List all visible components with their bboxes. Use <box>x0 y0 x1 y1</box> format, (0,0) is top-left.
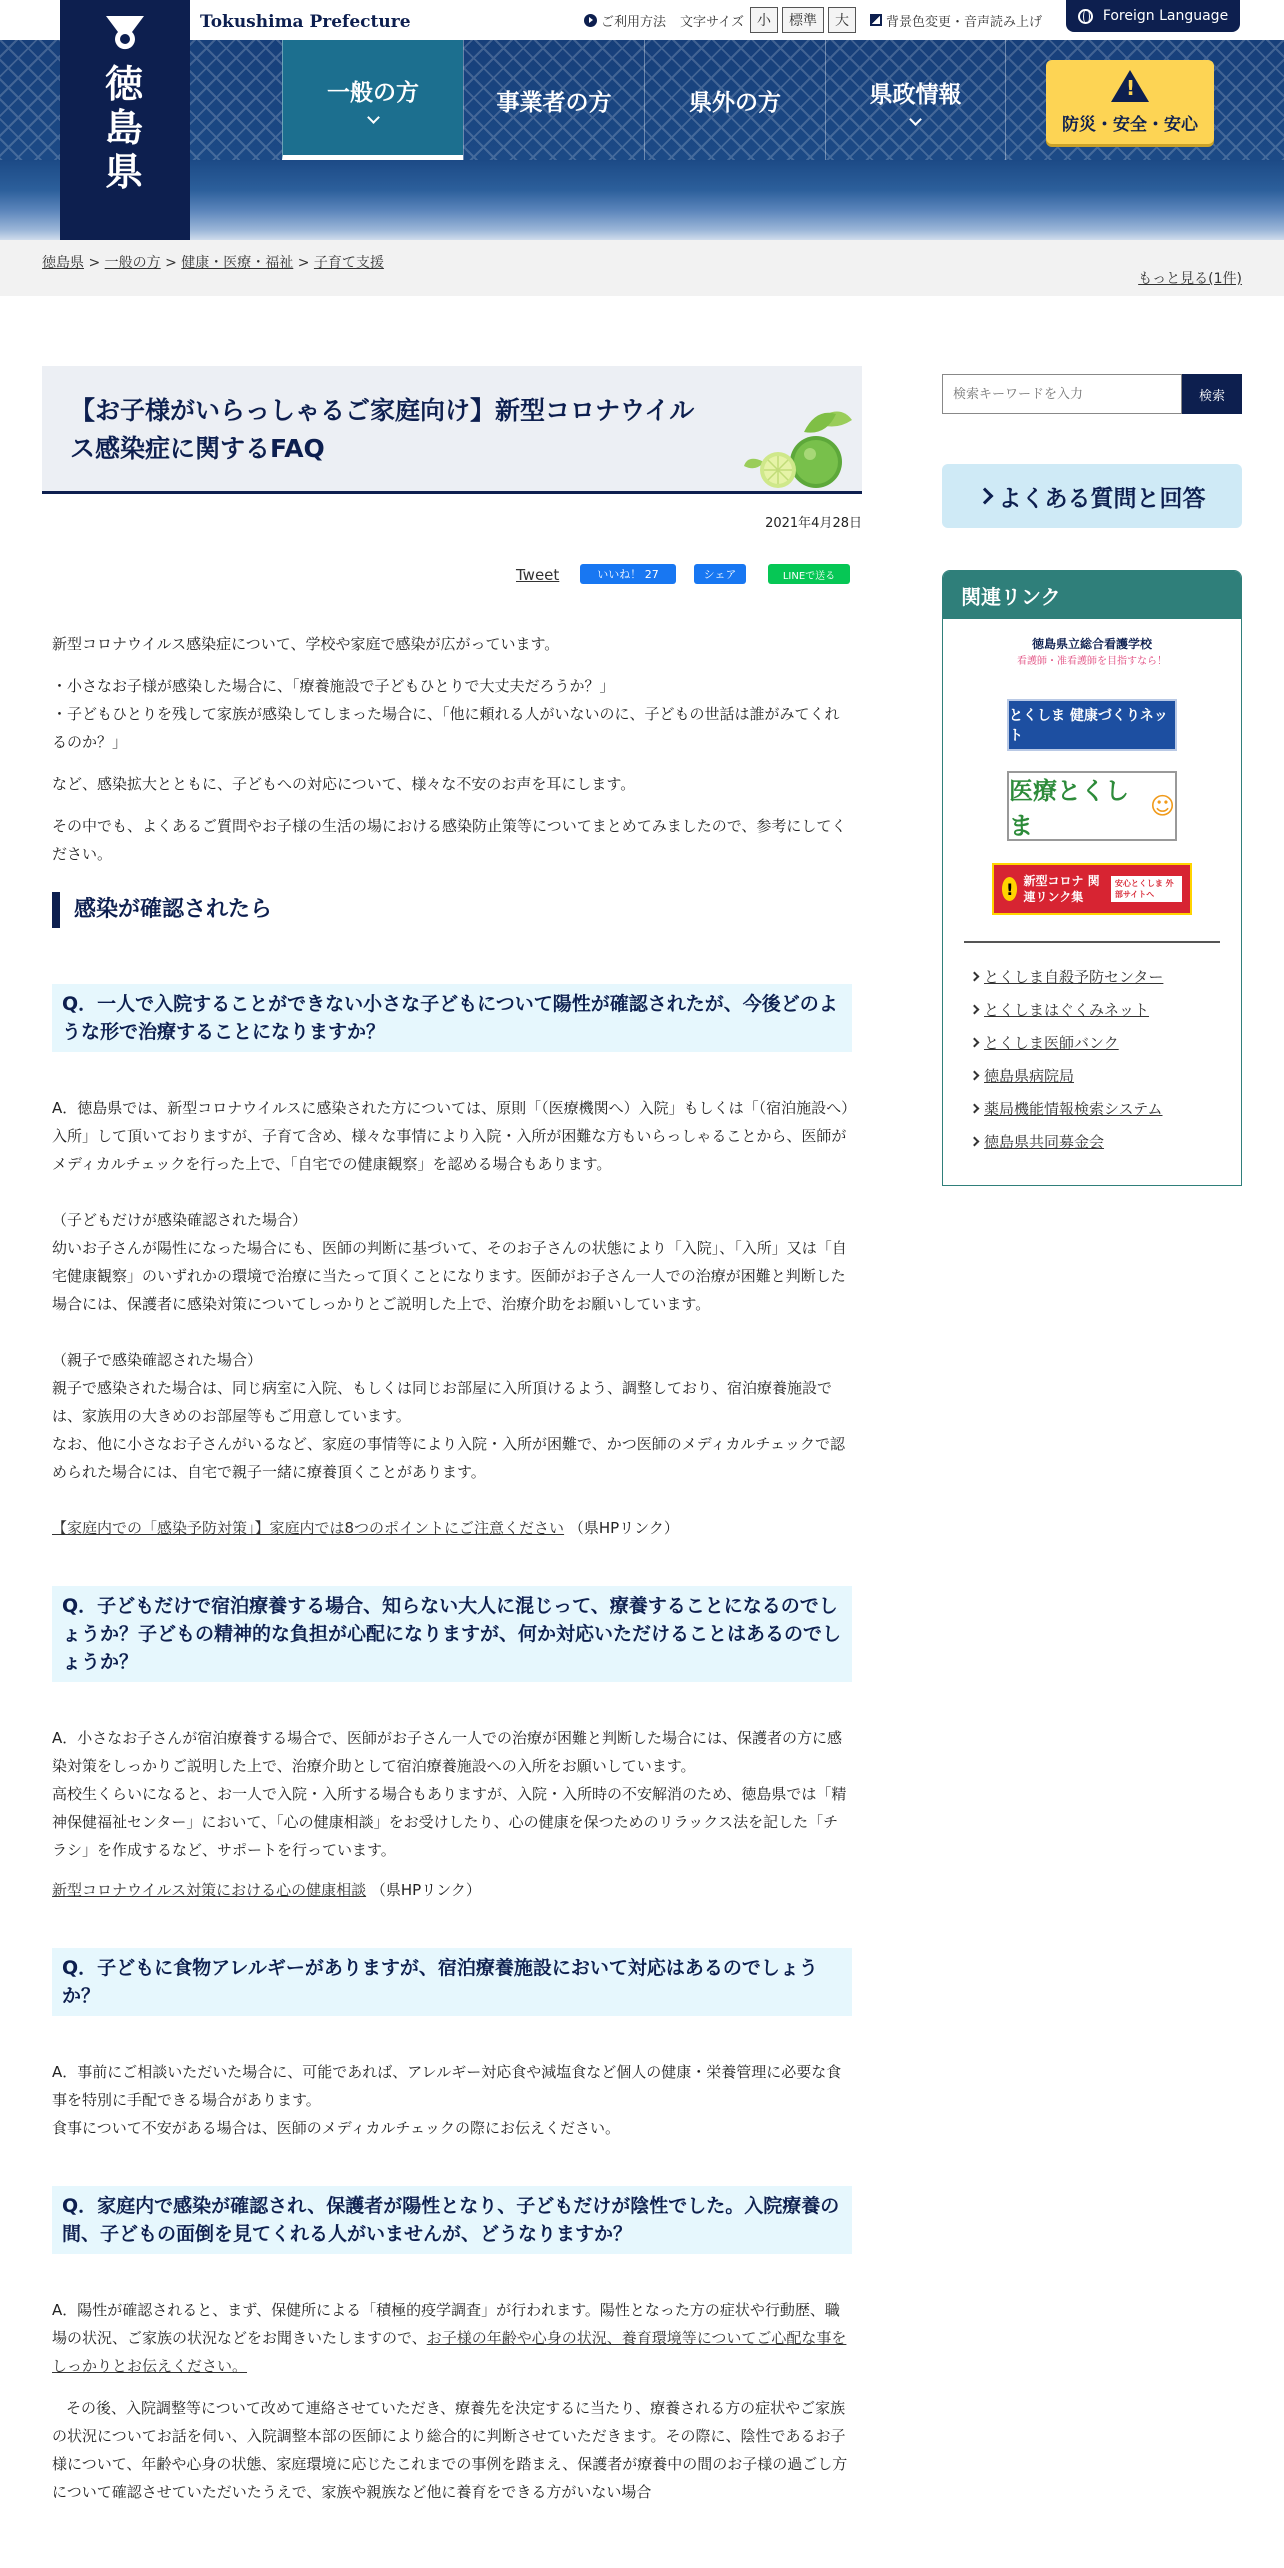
header-band <box>0 40 1284 240</box>
covid-links-banner[interactable] <box>992 863 1192 915</box>
intro-paragraph: 新型コロナウイルス感染症について、学校や家庭で感染が広がっています。 <box>52 635 560 653</box>
search-input[interactable] <box>942 374 1182 414</box>
banner-text: 医療とくしま <box>1009 777 1129 840</box>
warning-icon: ! <box>1002 877 1017 901</box>
nursing-school-banner[interactable] <box>1002 635 1182 675</box>
answer-text <box>52 2296 852 2380</box>
facebook-like-label: いいね！ 27 <box>597 568 659 581</box>
answer-text: A．小さなお子さんが宿泊療養する場合で、医師がお子さん一人での治療が困難と判断した場合には、保護者の方に感染対策をしっかりご説明した上で、治療介助として宿泊療養施設への入所をお願いしています。 <box>52 1729 842 1775</box>
related-link-list <box>943 961 1241 1159</box>
breadcrumb-area <box>0 240 1284 296</box>
facebook-share-label: シェア <box>703 568 737 581</box>
nav-business[interactable] <box>463 40 644 160</box>
external-link-row <box>52 1514 852 1542</box>
howto-link[interactable] <box>584 11 666 30</box>
breadcrumb-separator: > <box>297 255 310 271</box>
nav-government[interactable] <box>825 40 1006 160</box>
answer-text: A．徳島県では、新型コロナウイルスに感染された方については、原則「（医療機関へ）入院」もしくは「（宿泊施設へ）入所」して頂いておりますが、子育て含め、様々な事情により入院・入所が困難な方もいらっしゃることから、医師がメディカルチェックを行った上で、「自宅での健康観察」を認める場合もあります。 <box>52 1099 849 1173</box>
related-link-label: 薬局機能情報検索システム <box>984 1100 1163 1118</box>
section-heading: 感染が確認されたら <box>52 892 852 928</box>
faq-answer <box>52 2058 852 2142</box>
banner-subtitle: 看護師・准看護師を目指すなら！ <box>1017 656 1167 667</box>
sidebar <box>942 374 1242 1186</box>
contrast-icon <box>870 14 882 26</box>
chevron-right-icon <box>970 1137 980 1147</box>
related-link[interactable] <box>971 1093 1241 1126</box>
faq-answer <box>52 1094 852 1542</box>
intro-bullet: ・小さなお子様が感染した場合に、「療養施設で子どもひとりで大丈夫だろうか？」 <box>52 677 615 695</box>
chevron-right-icon <box>970 1005 980 1015</box>
font-large-button[interactable]: 大 <box>828 7 856 33</box>
tweet-link[interactable]: Tweet <box>516 566 560 584</box>
page-title: 【お子様がいらっしゃるご家庭向け】新型コロナウイルス感染症に関するFAQ <box>70 396 695 463</box>
search-form <box>942 374 1242 414</box>
iryo-tokushima-banner[interactable] <box>1007 771 1177 841</box>
breadcrumb-general[interactable]: 一般の方 <box>104 255 161 271</box>
chevron-right-icon <box>970 1071 980 1081</box>
related-link[interactable] <box>971 994 1241 1027</box>
site-logo[interactable] <box>60 0 190 240</box>
related-link-label: とくしま医師バンク <box>984 1034 1119 1052</box>
logo-char-3: 県 <box>104 149 145 194</box>
play-circle-icon <box>584 14 597 27</box>
warning-icon: ! <box>1111 70 1149 102</box>
link-suffix: （県HPリンク） <box>370 1881 481 1899</box>
breadcrumb-separator: > <box>165 255 177 271</box>
nav-general[interactable] <box>282 40 463 160</box>
banner-text: 新型コロナ 関連リンク集 <box>1023 874 1100 904</box>
external-link-row <box>52 1876 852 1904</box>
nav-outside-label: 県外の方 <box>689 89 781 116</box>
case-body: なお、他に小さなお子さんがいるなど、家庭の事情等により入院・入所が困難で、かつ医師のメディカルチェックで認められた場合には、自宅で親子一緒に療養頂くことがあります。 <box>52 1435 846 1481</box>
page-title-box <box>42 366 862 494</box>
faq-question: Q．一人で入院することができない小さな子どもについて陽性が確認されたが、今後どのような形で治療することになりますか？ <box>52 984 852 1052</box>
banner-text: とくしま 健康づくりネット <box>1009 708 1168 744</box>
faq-button[interactable] <box>942 464 1242 528</box>
related-link-label: 徳島県病院局 <box>984 1067 1075 1085</box>
share-buttons <box>42 562 862 586</box>
answer-highlight: お子様の年齢や心身の状況、養育環境等についてご心配な事をしっかりとお伝えください。 <box>52 2329 847 2375</box>
related-links-panel <box>942 570 1242 1186</box>
related-link[interactable] <box>971 1126 1241 1159</box>
main-nav <box>282 40 1006 160</box>
breadcrumb <box>42 252 384 272</box>
accessibility-link[interactable] <box>870 11 1042 30</box>
accessibility-label: 背景色変更・音声読み上げ <box>885 14 1042 30</box>
related-link-label: 徳島県共同募金会 <box>984 1133 1105 1151</box>
logo-text <box>60 62 190 194</box>
more-link[interactable]: もっと見る(1件) <box>1138 271 1242 287</box>
breadcrumb-health[interactable]: 健康・医療・福祉 <box>181 255 294 271</box>
banner-tag: 安心とくしま 外部サイトへ <box>1111 876 1182 902</box>
nav-government-label: 県政情報 <box>869 82 962 108</box>
mental-health-link[interactable]: 新型コロナウイルス対策における心の健康相談 <box>52 1881 367 1899</box>
nav-general-label: 一般の方 <box>327 79 419 106</box>
article-body <box>52 630 852 2536</box>
related-links-heading: 関連リンク <box>943 571 1241 619</box>
related-link[interactable] <box>971 1027 1241 1060</box>
related-link-label: とくしま自殺予防センター <box>984 968 1164 986</box>
breadcrumb-separator: > <box>88 255 101 271</box>
nav-outside[interactable] <box>644 40 825 160</box>
answer-text: 高校生くらいになると、お一人で入院・入所する場合もありますが、入院・入所時の不安解消のため、徳島県では「精神保健福祉センター」において、「心の健康相談」をお受けしたり、心の健康を保つためのリラックス法を記した「チラシ」を作成するなど、サポートを行っています。 <box>52 1785 847 1859</box>
font-standard-button[interactable]: 標準 <box>782 7 824 33</box>
howto-label: ご利用方法 <box>601 14 667 30</box>
disaster-safety-button[interactable] <box>1046 60 1214 144</box>
disaster-safety-label: 防災・安全・安心 <box>1062 114 1198 135</box>
foreign-language-label: Foreign Language <box>1102 8 1229 24</box>
intro-bullet: ・子どもひとりを残して家族が感染してしまった場合に、「他に頼れる人がいないのに、子どもの世話は誰がみてくれるのか？」 <box>52 705 840 751</box>
globe-icon <box>1078 9 1093 24</box>
facebook-like-button[interactable] <box>580 564 676 584</box>
sudachi-illustration <box>744 402 854 492</box>
answer-text: A．事前にご相談いただいた場合に、可能であれば、アレルギー対応食や減塩食など個人の健康・栄養管理に必要な食事を特別に手配できる場合があります。 <box>52 2063 842 2109</box>
case-body: 幼いお子さんが陽性になった場合にも、医師の判断に基づいて、そのお子さんの状態により「入院」、「入所」又は「自宅健康観察」のいずれかの環境で治療に当たって頂くことになります。医師がお子さん一人での治療が困難と判断した場合には、保護者に感染対策についてしっかりとご説明した上で、治療介助をお願いしています。 <box>52 1239 847 1313</box>
chevron-right-icon <box>970 972 980 982</box>
nav-business-label: 事業者の方 <box>496 89 612 116</box>
line-share-button[interactable] <box>768 564 850 584</box>
chevron-down-icon <box>367 111 380 124</box>
font-size-label: 文字サイズ <box>680 14 744 30</box>
case-body: 親子で感染された場合は、同じ病室に入院、もしくは同じお部屋に入所頂けるよう、調整しており、宿泊療養施設では、家族用の大きめのお部屋等もご用意しています。 <box>52 1379 833 1425</box>
faq-answer <box>52 1724 852 1904</box>
breadcrumb-home[interactable]: 徳島県 <box>42 255 84 271</box>
answer-text-start: A．陽性が確認されると、まず、保健所による「積極的疫学調査」が行われます。陽性となった方の症状や行動歴、職場の状況、ご家族の状況などをお聞きいたしますので、 <box>52 2301 840 2347</box>
health-net-banner[interactable] <box>1007 699 1177 751</box>
divider <box>964 941 1220 943</box>
faq-question: Q．子どもだけで宿泊療養する場合、知らない大人に混じって、療養することになるのでしょうか？子どもの精神的な負担が心配になりますが、何か対応いただけることはあるのでしょうか？ <box>52 1586 852 1682</box>
top-utility-bar <box>0 0 1284 40</box>
chevron-right-icon <box>976 488 993 505</box>
prefecture-english-name: Tokushima Prefecture <box>200 12 411 32</box>
publish-date: 2021年4月28日 <box>765 516 862 531</box>
utility-links <box>584 6 1056 34</box>
line-share-label: LINEで送る <box>782 570 836 582</box>
facebook-share-button[interactable] <box>694 564 746 584</box>
intro-paragraph: その中でも、よくあるご質問やお子様の生活の場における感染防止策等についてまとめてみましたので、参考にしてください。 <box>52 817 847 863</box>
faq-answer <box>52 2296 852 2506</box>
intro-paragraph: など、感染拡大とともに、子どもへの対応について、様々な不安のお声を耳にします。 <box>52 775 636 793</box>
faq-question: Q．子どもに食物アレルギーがありますが、宿泊療養施設において対応はあるのでしょうか？ <box>52 1948 852 2016</box>
related-link[interactable] <box>971 1060 1241 1093</box>
main-content <box>42 366 862 2501</box>
breadcrumb-childcare[interactable]: 子育て支援 <box>313 255 384 271</box>
answer-text: その後、入院調整等について改めて連絡させていただき、療養先を決定するに当たり、療養される方の症状やご家族の状況についてお話を伺い、入院調整本部の医師により総合的に判断させていただきます。その際に、陰性であるお子様について、年齢や心身の状態、家庭環境に応じたこれまでの事例を踏まえ、保護者が療養中の間のお子様の過ごし方について確認させていただいたうえで、家族や親族など他に養育をできる方がいない場合 <box>52 2399 848 2501</box>
case-title: （親子で感染確認された場合） <box>52 1351 263 1369</box>
logo-char-2: 島 <box>104 105 145 150</box>
case-title: （子どもだけが感染確認された場合） <box>52 1211 308 1229</box>
foreign-language-button[interactable] <box>1066 0 1240 32</box>
link-suffix: （県HPリンク） <box>568 1519 679 1537</box>
chevron-right-icon <box>970 1104 980 1114</box>
banner-title: 徳島県立総合看護学校 <box>1031 637 1152 651</box>
related-link[interactable] <box>971 961 1241 994</box>
faq-question: Q．家庭内で感染が確認され、保護者が陽性となり、子どもだけが陰性でした。入院療養の間、子どもの面倒を見てくれる人がいませんが、どうなりますか？ <box>52 2186 852 2254</box>
answer-text: 食事について不安がある場合は、医師のメディカルチェックの際にお伝えください。 <box>52 2119 621 2137</box>
logo-char-1: 徳 <box>104 61 145 106</box>
prefecture-emblem-icon <box>102 12 148 52</box>
chevron-down-icon <box>909 113 922 126</box>
chevron-right-icon <box>970 1038 980 1048</box>
related-link-label: とくしまはぐくみネット <box>984 1001 1150 1019</box>
font-small-button[interactable]: 小 <box>750 7 778 33</box>
search-button[interactable]: 検索 <box>1182 374 1242 414</box>
smile-icon: ☺ <box>1149 792 1175 820</box>
infection-prevention-link[interactable]: 【家庭内での「感染予防対策」】家庭内では8つのポイントにご注意ください <box>52 1519 565 1537</box>
faq-button-label: よくある質問と回答 <box>998 485 1206 512</box>
